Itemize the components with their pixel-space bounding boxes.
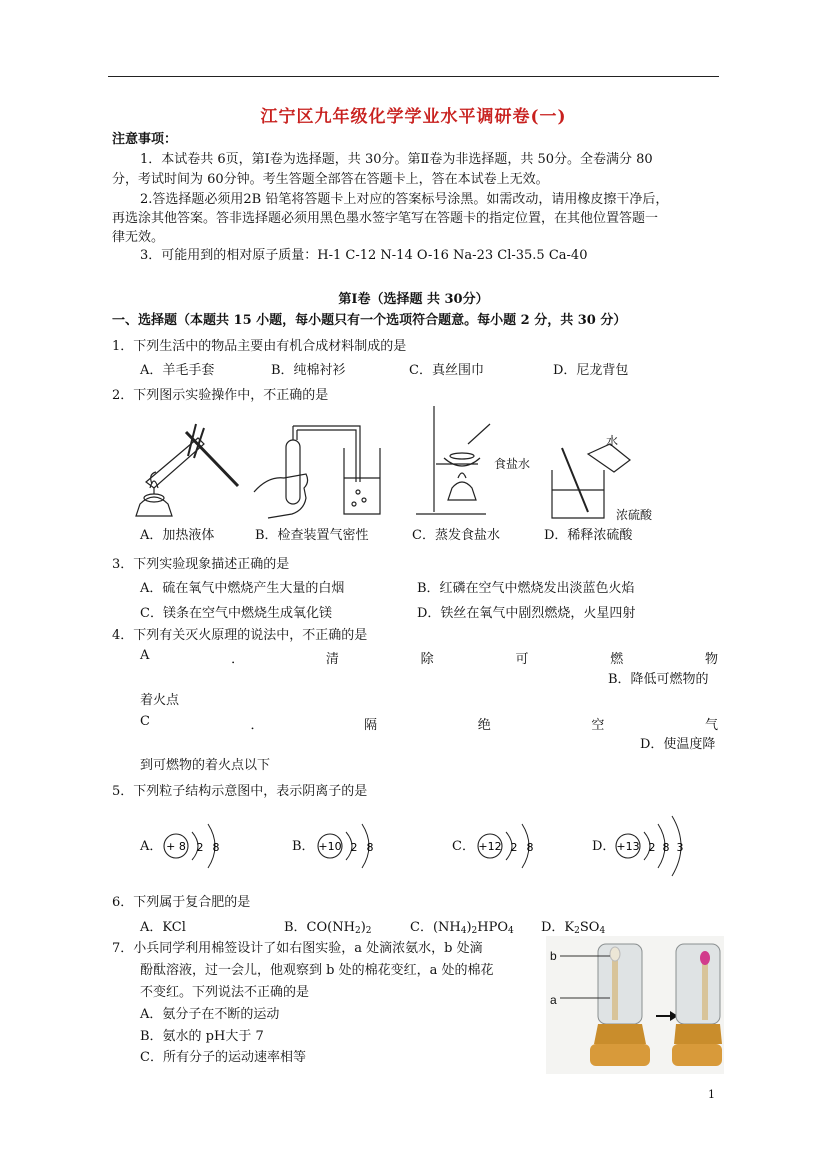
- airtightness-figure: [248, 418, 388, 522]
- option-b-label: B．: [292, 839, 315, 854]
- option-b: B．氨水的 pH大于 7: [140, 1029, 264, 1044]
- option-a: A．氨分子在不断的运动: [140, 1007, 280, 1022]
- char: 空: [591, 718, 605, 733]
- svg-text:8: 8: [212, 841, 220, 854]
- option-c-label: C．: [452, 839, 475, 854]
- option-b-cont: 着火点: [140, 693, 180, 708]
- svg-text:+13: +13: [616, 840, 640, 853]
- option-c-spread: [140, 714, 718, 733]
- char: A: [140, 648, 150, 663]
- char: 隔: [364, 718, 378, 733]
- char: ．: [231, 652, 245, 667]
- label-conc-acid: 浓硫酸: [616, 508, 653, 522]
- atom-diagram-a: [160, 816, 232, 876]
- question-stem-cont: 酚酞溶液，过一会儿，他观察到 b 处的棉花变红，a 处的棉花: [140, 963, 494, 978]
- char: 绝: [477, 718, 491, 733]
- option-c: C．镁条在空气中燃烧生成氧化镁: [140, 606, 332, 621]
- question-stem: 2．下列图示实验操作中，不正确的是: [112, 388, 329, 403]
- atom-diagram-b: [314, 816, 386, 876]
- svg-text:2: 2: [510, 841, 518, 854]
- option-b: B．纯棉衬衫: [271, 363, 346, 378]
- notice-line: 3．可能用到的相对原子质量：H-1 C-12 N-14 O-16 Na-23 Cl-35.5 Ca-40: [140, 248, 588, 263]
- svg-text:3: 3: [676, 841, 684, 854]
- part-heading: 一、选择题（本题共 15 小题，每小题只有一个选项符合题意。每小题 2 分，共 30 分）: [112, 313, 627, 328]
- option-d: D．尼龙背包: [553, 363, 629, 378]
- question-stem: 4．下列有关灭火原理的说法中，不正确的是: [112, 628, 368, 643]
- question-stem: 1．下列生活中的物品主要由有机合成材料制成的是: [112, 339, 407, 354]
- section-heading: 第Ⅰ卷（选择题 共 30分）: [338, 292, 489, 307]
- svg-text:2: 2: [196, 841, 204, 854]
- notice-line: 分，考试时间为 60分钟。考生答题全部答在答题卡上，答在本试卷上无效。: [112, 172, 549, 187]
- char: 物: [704, 652, 718, 667]
- char: 气: [704, 718, 718, 733]
- option-d: D．稀释浓硫酸: [544, 528, 633, 543]
- label-b: b: [550, 949, 557, 963]
- option-a-label: A．: [140, 839, 163, 854]
- option-a: A．KCl: [140, 920, 186, 935]
- page-number: 1: [708, 1088, 715, 1101]
- notice-heading: 注意事项：: [112, 132, 178, 147]
- option-c: C．真丝围巾: [409, 363, 484, 378]
- option-b: B．降低可燃物的: [608, 672, 709, 687]
- question-stem: 6．下列属于复合肥的是: [112, 895, 251, 910]
- page-title: 江宁区九年级化学学业水平调研卷(一): [260, 107, 567, 127]
- ammonia-experiment-photo: [546, 936, 724, 1074]
- notice-line: 再选涂其他答案。答非选择题必须用黑色墨水签字笔写在答题卡的指定位置，在其他位置答题一: [112, 211, 659, 226]
- question-stem: 7．小兵同学利用棉签设计了如右图实验，a 处滴浓氨水，b 处滴: [112, 941, 483, 956]
- question-stem-cont: 不变红。下列说法不正确的是: [140, 985, 310, 1000]
- option-a: A．硫在氧气中燃烧产生大量的白烟: [140, 581, 345, 596]
- label-water: 水: [606, 434, 619, 448]
- svg-text:+12: +12: [478, 840, 502, 853]
- char: 燃: [610, 652, 624, 667]
- label-salt-water: 食盐水: [494, 457, 531, 471]
- notice-line: 1．本试卷共 6页，第Ⅰ卷为选择题，共 30分。第Ⅱ卷为非选择题，共 50分。全卷满分 80: [140, 152, 653, 167]
- svg-text:8: 8: [366, 841, 374, 854]
- atom-diagram-d: [612, 810, 698, 882]
- option-a-spread: [140, 648, 718, 667]
- option-a: A．羊毛手套: [140, 363, 215, 378]
- svg-text:8: 8: [662, 841, 670, 854]
- notice-line: 2.答选择题必须用2B 铅笔将答题卡上对应的答案标号涂黑。如需改动，请用橡皮擦干净后，: [140, 192, 669, 207]
- option-d-label: D．: [592, 839, 616, 854]
- svg-text:+ 8: + 8: [166, 840, 186, 853]
- option-c: C．所有分子的运动速率相等: [140, 1050, 306, 1065]
- notice-line: 律无效。: [112, 230, 165, 245]
- evaporation-figure: [410, 404, 494, 522]
- option-c: C．$(NH_4)_2HPO_4$: [410, 920, 514, 936]
- option-b: B．红磷在空气中燃烧发出淡蓝色火焰: [417, 581, 635, 596]
- option-d: D．使温度降: [640, 737, 716, 752]
- option-d: D．铁丝在氧气中剧烈燃烧，火星四射: [417, 606, 636, 621]
- svg-text:2: 2: [648, 841, 656, 854]
- svg-text:+10: +10: [318, 840, 342, 853]
- option-c: C．蒸发食盐水: [412, 528, 500, 543]
- atom-diagram-c: [474, 816, 546, 876]
- option-a: A．加热液体: [140, 528, 215, 543]
- header-rule: [108, 76, 719, 77]
- question-stem: 3．下列实验现象描述正确的是: [112, 557, 290, 572]
- question-stem: 5．下列粒子结构示意图中，表示阴离子的是: [112, 784, 368, 799]
- option-d-cont: 到可燃物的着火点以下: [140, 758, 271, 773]
- heating-liquid-figure: [126, 418, 244, 522]
- svg-text:8: 8: [526, 841, 534, 854]
- char: ．: [250, 718, 264, 733]
- char: 可: [515, 652, 529, 667]
- option-d: D．$K_2SO_4$: [541, 920, 606, 936]
- option-b: B．检查装置气密性: [255, 528, 369, 543]
- label-a: a: [550, 993, 557, 1007]
- option-b: B．$CO(NH_2)_2$: [284, 920, 372, 936]
- char: 除: [420, 652, 434, 667]
- char: C: [140, 714, 150, 729]
- svg-text:2: 2: [350, 841, 358, 854]
- char: 清: [325, 652, 339, 667]
